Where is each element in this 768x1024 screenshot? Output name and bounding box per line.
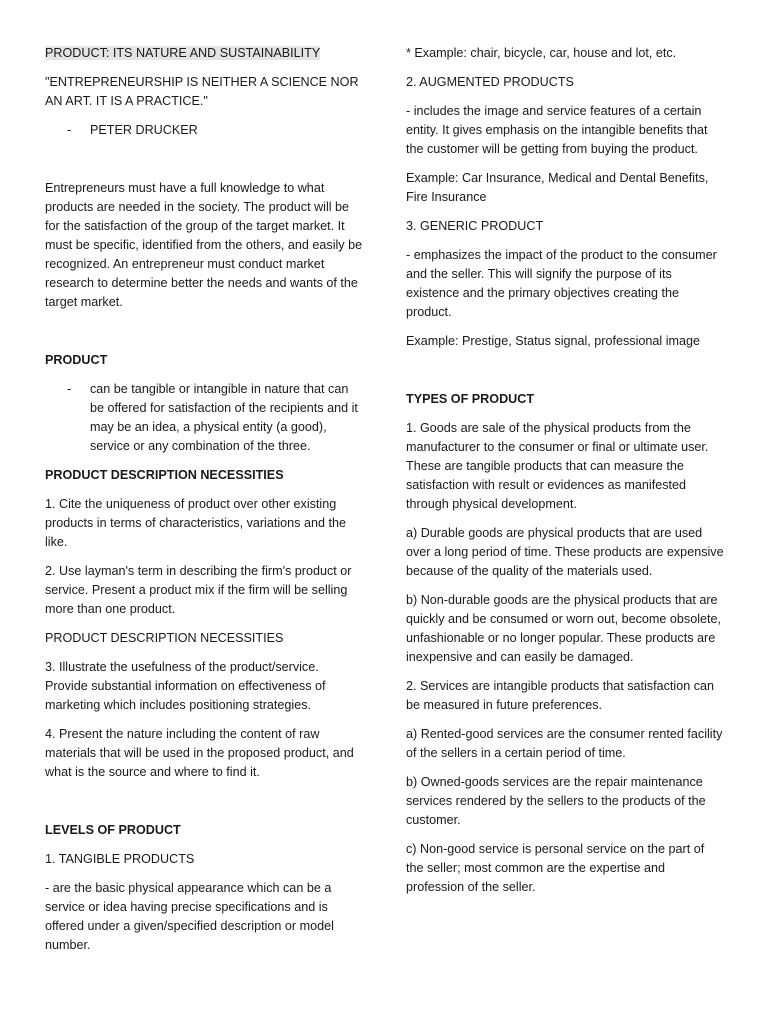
services-paragraph: 2. Services are intangible products that satisfaction can be measured in future preferences. — [406, 679, 715, 712]
augmented-definition: - includes the image and service features of a certain entity. It gives emphasis on the intangible benefits that the customer will be getting from buying the product. — [406, 104, 708, 156]
pdn-item-3: 3. Illustrate the usefulness of the product/service. Provide substantial information on effectiveness of marketing which includes positioning strategies. — [45, 660, 326, 712]
generic-example: Example: Prestige, Status signal, professional image — [406, 334, 701, 348]
owned-goods-services: b) Owned-goods services are the repair maintenance services rendered by the sellers to the products of the customer. — [406, 775, 706, 827]
product-definition — [45, 380, 363, 456]
quote-attribution — [45, 121, 363, 140]
tangible-heading: 1. TANGIBLE PRODUCTS — [45, 852, 195, 866]
right-column — [406, 44, 724, 907]
levels-heading: LEVELS OF PRODUCT — [45, 823, 181, 837]
generic-definition: - emphasizes the impact of the product to the consumer and the seller. This will signify the purpose of its existence and the primary objectives creating the product. — [406, 248, 717, 319]
rented-good-services: a) Rented-good services are the consumer rented facility of the sellers in a certain period of time. — [406, 727, 723, 760]
product-definition-text: can be tangible or intangible in nature that can be offered for satisfaction of the recipients and it may be an idea, a physical entity (a good), service or any combination of the three. — [90, 382, 358, 453]
definition-dash: - — [67, 382, 72, 396]
durable-goods: a) Durable goods are physical products that are used over a long period of time. These products are expensive because of the quality of the materials used. — [406, 526, 724, 578]
pdn-heading-plain: PRODUCT DESCRIPTION NECESSITIES — [45, 631, 284, 645]
types-heading: TYPES OF PRODUCT — [406, 392, 535, 406]
attribution-dash: - — [67, 123, 72, 137]
pdn-heading-bold: PRODUCT DESCRIPTION NECESSITIES — [45, 468, 284, 482]
non-good-service: c) Non-good service is personal service on the part of the seller; most common are the expertise and profession of the seller. — [406, 842, 705, 894]
pdn-item-2: 2. Use layman's term in describing the firm's product or service. Present a product mix if the firm will be selling more than one product. — [45, 564, 352, 616]
product-heading: PRODUCT — [45, 353, 108, 367]
nondurable-goods: b) Non-durable goods are the physical products that are quickly and be consumed or worn out, become obsolete, unfashionable or no longer popular. These products are inexpensive and can easily be damaged. — [406, 593, 722, 664]
pdn-item-4: 4. Present the nature including the content of raw materials that will be used in the proposed product, and what is the source and where to find it. — [45, 727, 354, 779]
goods-paragraph: 1. Goods are sale of the physical products from the manufacturer to the consumer or final or ultimate user. These are tangible products that can measure the satisfaction with result or evidences as manifested through physical development. — [406, 421, 709, 511]
augmented-example: Example: Car Insurance, Medical and Dental Benefits, Fire Insurance — [406, 171, 709, 204]
tangible-example: * Example: chair, bicycle, car, house and lot, etc. — [406, 46, 677, 60]
document-title: PRODUCT: ITS NATURE AND SUSTAINABILITY — [45, 46, 321, 60]
quote: "ENTREPRENEURSHIP IS NEITHER A SCIENCE NOR AN ART. IT IS A PRACTICE." — [45, 75, 359, 108]
pdn-item-1: 1. Cite the uniqueness of product over other existing products in terms of characteristics, variations and the like. — [45, 497, 346, 549]
left-column — [45, 44, 363, 965]
tangible-definition: - are the basic physical appearance which can be a service or idea having precise specifications and is offered under a given/specified description or model number. — [45, 881, 334, 952]
augmented-heading: 2. AUGMENTED PRODUCTS — [406, 75, 574, 89]
intro-paragraph: Entrepreneurs must have a full knowledge to what products are needed in the society. The product will be for the satisfaction of the group of the target market. It must be specific, identified from the others, and easily be recognized. An entrepreneur must conduct market research to determine better the needs and wants of the target market. — [45, 181, 363, 309]
generic-heading: 3. GENERIC PRODUCT — [406, 219, 544, 233]
quote-author: PETER DRUCKER — [90, 123, 198, 137]
